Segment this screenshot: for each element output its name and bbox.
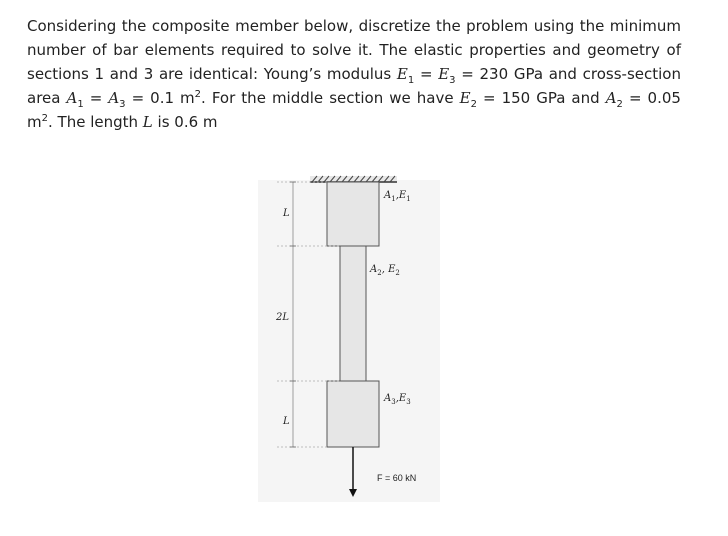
section-2-label: $A_2$, $E_2$ xyxy=(370,264,400,277)
section-1-block xyxy=(327,182,379,246)
problem-statement: Considering the composite member below, discretize the problem using the minimum number of bar elements required to solve it. The elastic properties and geometry of sections 1 and 3 are identical: Young’s modulus $E_1 = E_3 = 230$ GPa and cross-section area $A_1 = A_3 = 0.1$ $m^2$. For the middle section we have $E_2 = 150$ GPa and $A_2 = 0.05$ $m^2$. The length L is 0.6 m xyxy=(27,17,681,131)
area-value: = 0.1 m xyxy=(131,89,195,107)
force-label: F = 60 kN xyxy=(377,473,417,483)
fixed-support xyxy=(310,176,397,182)
length-text: . The length xyxy=(48,113,139,131)
young-modulus-value: = 230 GPa and cross-section area xyxy=(27,65,681,107)
section-3-label: $A_3,E_3$ xyxy=(384,393,411,406)
dimension-label-middle: 2L xyxy=(276,312,290,323)
section-3-block xyxy=(327,381,379,447)
dimension-label-bottom: L xyxy=(283,416,290,427)
middle-section-intro: . For the middle section we have xyxy=(201,89,454,107)
section-1-label: $A_1,E_1$ xyxy=(384,190,411,203)
section-2-bar xyxy=(340,246,366,381)
middle-area-value: = 0.05 m xyxy=(27,89,681,131)
length-value: is 0.6 m xyxy=(157,113,218,131)
dimension-label-top: L xyxy=(283,208,290,219)
problem-intro: Considering the composite member below, discretize the problem using the minimum number of bar elements required to solve it. The elastic properties and geometry of sections 1 and 3 are identical: Young’s modulus xyxy=(27,17,681,83)
middle-modulus-value: = 150 GPa and xyxy=(482,89,600,107)
